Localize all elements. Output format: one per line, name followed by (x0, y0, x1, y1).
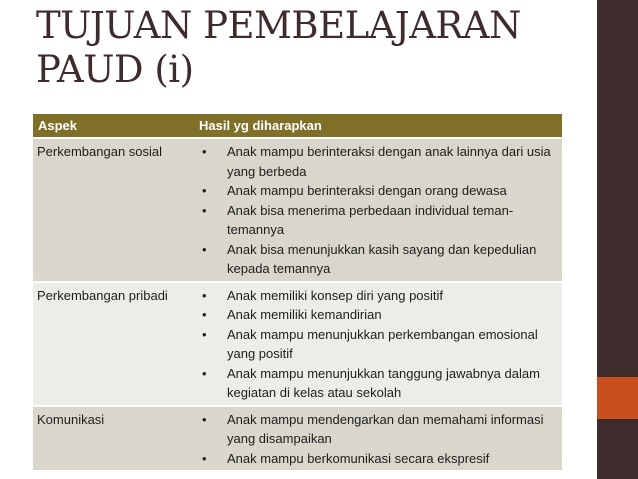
learning-objectives-table (33, 114, 562, 472)
list-item-text: Anak mampu menunjukkan perkembangan emosional yang positif (227, 326, 538, 361)
hasil-cell (194, 406, 562, 472)
bullet-icon: • (202, 365, 207, 381)
list-item (199, 449, 557, 469)
list-item-text: Anak mampu berinteraksi dengan anak lainnya dari usia yang berbeda (227, 144, 551, 179)
hasil-cell (194, 282, 562, 406)
list-item (199, 142, 557, 181)
header-aspek: Aspek (33, 114, 194, 138)
title-line-1: TUJUAN PEMBELAJARAN (36, 4, 521, 47)
bullet-icon: • (202, 326, 207, 342)
table-row (33, 138, 562, 282)
aspek-cell: Perkembangan sosial (33, 138, 194, 282)
list-item (199, 410, 557, 449)
list-item (199, 305, 557, 325)
list-item-text: Anak mampu mendengarkan dan memahami informasi yang disampaikan (227, 411, 544, 446)
list-item (199, 181, 557, 201)
list-item-text: Anak mampu berinteraksi dengan orang dewasa (227, 183, 507, 198)
header-hasil: Hasil yg diharapkan (194, 114, 562, 138)
table-row (33, 406, 562, 472)
list-item-text: Anak mampu menunjukkan tanggung jawabnya dalam kegiatan di kelas atau sekolah (227, 365, 540, 400)
list-item-text: Anak bisa menunjukkan kasih sayang dan kepedulian kepada temannya (227, 241, 537, 276)
bullet-icon: • (202, 202, 207, 218)
hasil-cell (194, 138, 562, 282)
bullet-icon: • (202, 450, 207, 466)
list-item (199, 325, 557, 364)
list-item (199, 286, 557, 306)
bullet-icon: • (202, 411, 207, 427)
title-line-2: PAUD (i) (36, 48, 194, 91)
bullet-icon: • (202, 183, 207, 198)
decorative-sidebar (597, 0, 638, 479)
bullet-icon: • (202, 241, 207, 257)
aspek-cell: Perkembangan pribadi (33, 282, 194, 406)
table-header-row (33, 114, 562, 138)
list-item (199, 364, 557, 403)
bullet-icon: • (202, 287, 207, 303)
bullet-icon: • (202, 307, 207, 322)
objective-list (199, 286, 557, 403)
slide-title (36, 4, 586, 92)
list-item-text: Anak mampu berkomunikasi secara ekspresif (227, 450, 490, 466)
list-item-text: Anak bisa menerima perbedaan individual teman-temannya (227, 202, 514, 237)
objective-list (199, 410, 557, 469)
list-item-text: Anak memiliki kemandirian (227, 307, 382, 322)
list-item (199, 240, 557, 279)
objective-list (199, 142, 557, 279)
list-item-text: Anak memiliki konsep diri yang positif (227, 287, 444, 303)
sidebar-accent-block (597, 377, 638, 419)
list-item (199, 201, 557, 240)
table-body (33, 138, 562, 471)
aspek-cell: Komunikasi (33, 406, 194, 472)
table-row (33, 282, 562, 406)
bullet-icon: • (202, 144, 207, 159)
